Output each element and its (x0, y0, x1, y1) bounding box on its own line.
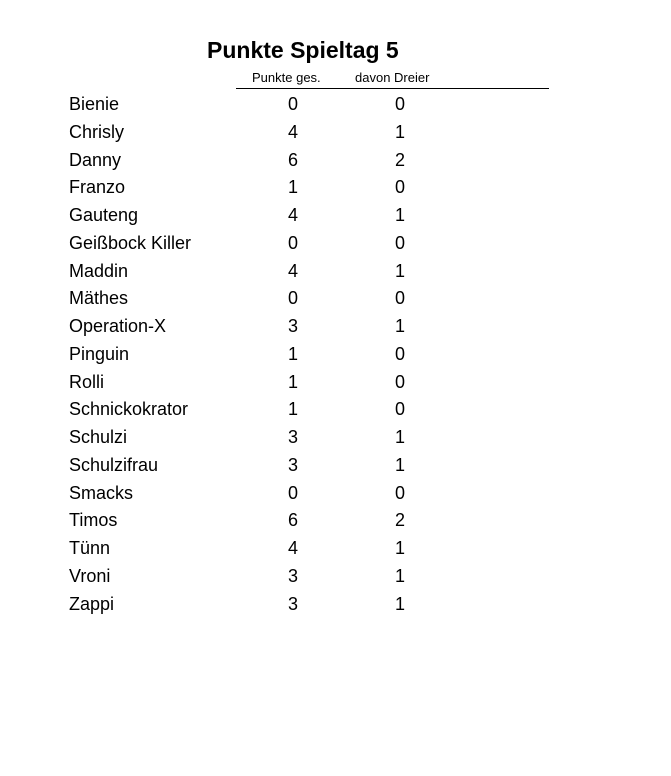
table-row (0, 423, 671, 451)
table-row (0, 257, 671, 285)
player-name: Mäthes (69, 288, 129, 309)
table-row (0, 506, 671, 534)
points-total: 6 (287, 149, 298, 170)
player-name: Schulzifrau (69, 454, 159, 475)
dreier-count: 1 (394, 205, 405, 225)
table-row (0, 368, 671, 396)
points-total: 3 (287, 454, 298, 475)
points-total: 0 (287, 288, 298, 309)
player-name: Schnickokrator (69, 399, 189, 420)
dreier-count: 0 (394, 94, 405, 114)
player-name: Rolli (69, 371, 105, 392)
dreier-count: 0 (394, 399, 405, 420)
dreier-count: 1 (394, 427, 405, 447)
points-total: 4 (287, 260, 298, 281)
points-total: 0 (287, 94, 298, 114)
table-row (0, 118, 671, 146)
dreier-count: 1 (394, 593, 405, 614)
dreier-count: 1 (394, 538, 405, 558)
points-total: 1 (287, 399, 298, 420)
dreier-count: 0 (394, 343, 405, 364)
player-name: Smacks (69, 482, 134, 503)
table-row (0, 562, 671, 590)
points-total: 4 (287, 538, 298, 558)
table-row (0, 590, 671, 618)
points-total: 6 (287, 510, 298, 531)
player-name: Zappi (69, 593, 115, 614)
table-row (0, 90, 671, 118)
table-row (0, 201, 671, 229)
points-total: 3 (287, 427, 298, 447)
player-name: Schulzi (69, 427, 128, 447)
player-name: Operation-X (69, 316, 167, 336)
column-header-davon-dreier: davon Dreier (355, 70, 430, 85)
table-row (0, 284, 671, 312)
table-row (0, 173, 671, 201)
table-row (0, 340, 671, 368)
dreier-count: 1 (394, 121, 405, 142)
dreier-count: 1 (394, 316, 405, 336)
table-row (0, 479, 671, 507)
player-name: Bienie (69, 94, 120, 114)
player-name: Chrisly (69, 121, 125, 142)
table-row (0, 229, 671, 257)
dreier-count: 1 (394, 565, 405, 586)
points-total: 3 (287, 565, 298, 586)
table-row (0, 534, 671, 562)
player-name: Maddin (69, 260, 129, 281)
score-table (0, 90, 671, 617)
points-total: 4 (287, 205, 298, 225)
points-total: 0 (287, 232, 298, 253)
points-total: 4 (287, 121, 298, 142)
points-total: 3 (287, 316, 298, 336)
player-name: Pinguin (69, 343, 130, 364)
dreier-count: 1 (394, 260, 405, 281)
points-total: 1 (287, 371, 298, 392)
points-total: 3 (287, 593, 298, 614)
dreier-count: 0 (394, 177, 405, 198)
dreier-count: 0 (394, 232, 405, 253)
player-name: Franzo (69, 177, 126, 198)
column-header-punkte-ges: Punkte ges. (252, 70, 321, 85)
points-total: 1 (287, 177, 298, 198)
points-total: 1 (287, 343, 298, 364)
table-row (0, 451, 671, 479)
table-row (0, 395, 671, 423)
player-name: Vroni (69, 565, 111, 586)
player-name: Gauteng (69, 205, 139, 225)
player-name: Tünn (69, 538, 111, 558)
dreier-count: 1 (394, 454, 405, 475)
player-name: Timos (69, 510, 118, 531)
dreier-count: 2 (394, 149, 405, 170)
header-divider (236, 88, 549, 89)
player-name: Geißbock Killer (69, 232, 192, 253)
player-name: Danny (69, 149, 122, 170)
dreier-count: 0 (394, 371, 405, 392)
table-row (0, 312, 671, 340)
points-total: 0 (287, 482, 298, 503)
table-row (0, 146, 671, 174)
dreier-count: 0 (394, 482, 405, 503)
page-title: Punkte Spieltag 5 (207, 37, 399, 63)
dreier-count: 2 (394, 510, 405, 531)
dreier-count: 0 (394, 288, 405, 309)
